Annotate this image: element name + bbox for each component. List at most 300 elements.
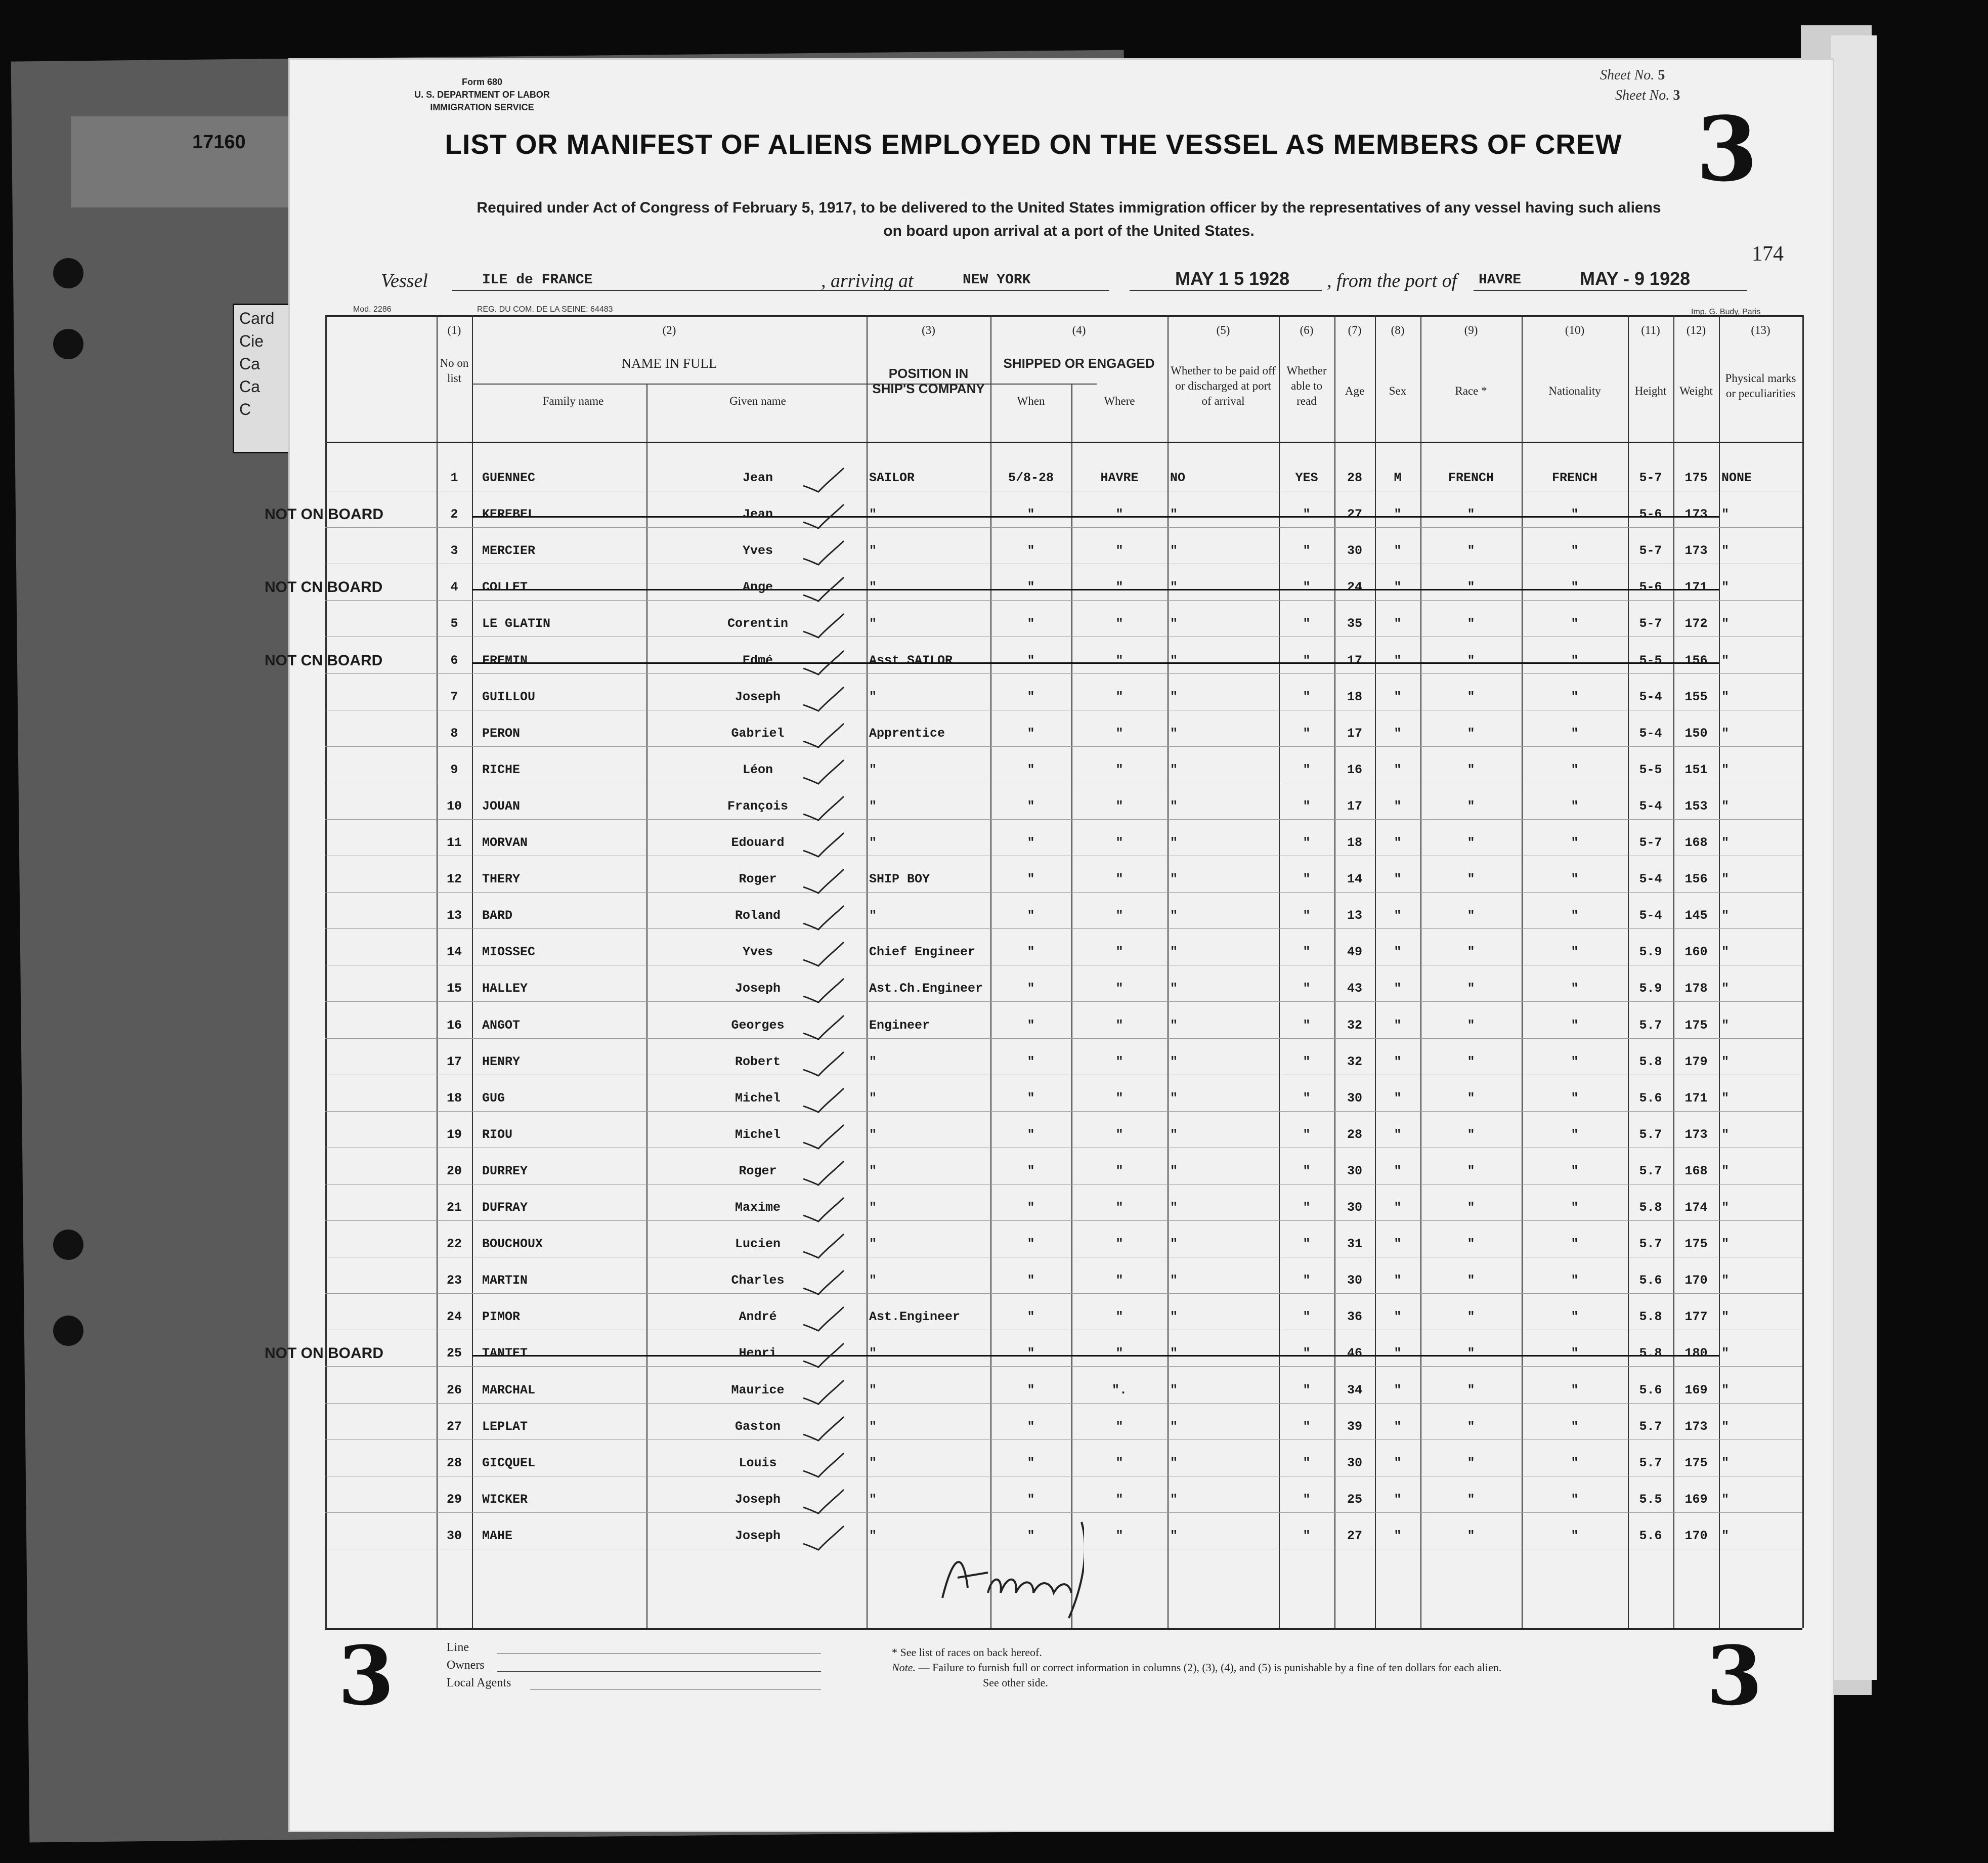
cell-family: JOUAN [482, 798, 521, 814]
col1-number: (1) [447, 324, 461, 336]
cell-where: " [1115, 1018, 1123, 1033]
cell-weight: 151 [1684, 762, 1708, 777]
col-header-where: Where [1104, 395, 1135, 407]
cell-given: Michel [734, 1127, 781, 1142]
cell-weight: 173 [1684, 507, 1708, 522]
cell-height: 5.5 [1639, 1492, 1662, 1507]
cell-when: " [1027, 798, 1035, 814]
col-header-family: Family name [542, 395, 604, 407]
cell-family: COLLET [482, 580, 528, 595]
left-tab [71, 116, 309, 207]
stub-line: Ca [239, 377, 260, 396]
cell-age: 18 [1347, 835, 1362, 850]
cell-no: 7 [450, 689, 458, 704]
cell-age: 46 [1347, 1346, 1362, 1361]
cell-weight: 179 [1684, 1054, 1708, 1069]
cell-where: " [1115, 1163, 1123, 1178]
cell-marks: " [1721, 1018, 1730, 1033]
cell-family: PERON [482, 726, 521, 741]
check-mark [801, 538, 846, 569]
cell-age: 35 [1347, 616, 1362, 631]
cell-given: Yves [742, 543, 773, 559]
cell-marks: " [1721, 835, 1730, 850]
cell-sex: " [1394, 1492, 1402, 1507]
cell-age: 27 [1347, 1528, 1362, 1543]
cell-position: " [869, 1200, 877, 1215]
cell-when: " [1027, 762, 1035, 777]
check-mark [801, 1341, 846, 1371]
cell-position: " [869, 1346, 877, 1361]
cell-when: " [1027, 1382, 1035, 1398]
col4-number: (4) [1072, 324, 1086, 336]
owners-label: Owners [447, 1659, 485, 1672]
cell-position: Chief Engineer [869, 945, 976, 960]
cell-marks: " [1721, 981, 1730, 996]
line-label: Line [447, 1641, 469, 1654]
cell-age: 49 [1347, 945, 1362, 960]
cell-no: 1 [450, 471, 458, 485]
cell-no: 21 [446, 1200, 462, 1215]
cell-weight: 175 [1684, 1237, 1708, 1252]
col3-number: (3) [922, 324, 935, 336]
cell-nationality: FRENCH [1551, 471, 1597, 485]
check-mark [801, 1414, 846, 1445]
cell-when: 5/8-28 [1008, 471, 1054, 485]
cell-family: MERCIER [482, 543, 536, 559]
cell-where: " [1115, 726, 1123, 741]
cell-race: FRENCH [1448, 471, 1494, 485]
cell-given: Jean [742, 507, 773, 522]
cell-paid: " [1170, 1455, 1178, 1470]
col8-number: (8) [1391, 324, 1405, 336]
cell-family: BOUCHOUX [482, 1237, 543, 1252]
cell-where: " [1115, 798, 1123, 814]
cell-marks: " [1721, 1382, 1730, 1398]
cell-when: " [1027, 507, 1035, 522]
cell-read: " [1303, 543, 1311, 559]
cell-sex: " [1394, 1309, 1402, 1325]
cell-position: " [869, 1273, 877, 1288]
col-header-paid: Whether to be paid off or discharged at port of arrival [1171, 364, 1276, 407]
cell-read: " [1303, 1200, 1311, 1215]
cell-when: " [1027, 653, 1035, 668]
cell-race: " [1467, 798, 1475, 814]
cell-family: RICHE [482, 762, 521, 777]
cell-no: 30 [446, 1528, 462, 1543]
race-note: * See list of races on back hereof. [892, 1646, 1042, 1659]
cell-weight: 171 [1684, 580, 1708, 595]
check-mark [801, 1523, 846, 1554]
cell-where: " [1115, 1528, 1123, 1543]
cell-where: " [1115, 1492, 1123, 1507]
cell-height: 5.8 [1639, 1309, 1662, 1325]
cell-given: Charles [731, 1273, 785, 1288]
cell-race: " [1467, 580, 1475, 595]
cell-marks: " [1721, 1237, 1730, 1252]
cell-sex: " [1394, 1455, 1402, 1470]
cell-where: " [1115, 1273, 1123, 1288]
cell-marks: " [1721, 1163, 1730, 1178]
col-header-position: POSITION IN SHIP'S COMPANY [872, 366, 985, 396]
cell-position: " [869, 616, 877, 631]
cell-nationality: " [1571, 1492, 1579, 1507]
cell-marks: " [1721, 726, 1730, 741]
cell-nationality: " [1571, 1200, 1579, 1215]
cell-read: " [1303, 908, 1311, 923]
cell-no: 13 [446, 908, 462, 923]
check-mark [801, 940, 846, 970]
cell-sex: " [1394, 1054, 1402, 1069]
not-on-board-stamp: NOT ON BOARD [265, 1345, 383, 1362]
cell-height: 5-4 [1639, 798, 1662, 814]
cell-where: HAVRE [1100, 471, 1139, 485]
cell-marks: " [1721, 689, 1730, 704]
cell-nationality: " [1571, 616, 1579, 631]
col-header-marks: Physical marks or peculiarities [1725, 372, 1796, 400]
cell-height: 5.9 [1639, 981, 1662, 996]
check-mark [801, 903, 846, 934]
cell-weight: 178 [1684, 981, 1708, 996]
cell-no: 16 [446, 1018, 462, 1033]
binder-hole [53, 258, 83, 288]
cell-position: " [869, 1492, 877, 1507]
cell-read: " [1303, 616, 1311, 631]
stub-line: C [239, 400, 251, 418]
cell-family: DURREY [482, 1163, 528, 1178]
cell-no: 20 [446, 1163, 462, 1178]
cell-read: " [1303, 872, 1311, 887]
col-header-when: When [1017, 395, 1045, 407]
cell-height: 5.7 [1639, 1455, 1662, 1470]
cell-read: " [1303, 1309, 1311, 1325]
from-port: HAVRE [1479, 272, 1522, 288]
col10-number: (10) [1565, 324, 1585, 336]
cell-read: " [1303, 798, 1311, 814]
cell-height: 5.6 [1639, 1090, 1662, 1106]
cell-weight: 168 [1684, 835, 1708, 850]
cell-when: " [1027, 1346, 1035, 1361]
check-mark [801, 1013, 846, 1043]
cell-read: " [1303, 689, 1311, 704]
check-mark [801, 757, 846, 788]
cell-given: Joseph [734, 1528, 781, 1543]
col-header-height: Height [1634, 385, 1667, 397]
cell-paid: " [1170, 872, 1178, 887]
cell-marks: " [1721, 580, 1730, 595]
cell-nationality: " [1571, 726, 1579, 741]
cell-height: 5-5 [1639, 762, 1662, 777]
cell-age: 30 [1347, 1455, 1362, 1470]
cell-when: " [1027, 616, 1035, 631]
cell-position: Asst SAILOR [869, 653, 953, 668]
cell-family: TANTET [482, 1346, 528, 1361]
registration: REG. DU COM. DE LA SEINE: 64483 [477, 305, 613, 314]
cell-age: 30 [1347, 1273, 1362, 1288]
cell-given: Joseph [734, 689, 781, 704]
cell-family: RIOU [482, 1127, 513, 1142]
cell-where: " [1115, 689, 1123, 704]
cell-read: " [1303, 1419, 1311, 1434]
cell-paid: " [1170, 1492, 1178, 1507]
cell-family: MARCHAL [482, 1382, 536, 1398]
cell-sex: " [1394, 689, 1402, 704]
cell-family: GICQUEL [482, 1455, 536, 1470]
cell-height: 5.9 [1639, 945, 1662, 960]
cell-marks: " [1721, 1127, 1730, 1142]
col9-number: (9) [1464, 324, 1478, 336]
cell-where: " [1115, 507, 1123, 522]
cell-marks: " [1721, 1455, 1730, 1470]
cell-where: " [1115, 1127, 1123, 1142]
cell-paid: " [1170, 835, 1178, 850]
cell-paid: " [1170, 689, 1178, 704]
cell-paid: " [1170, 543, 1178, 559]
cell-weight: 175 [1684, 471, 1708, 485]
col-header-weight: Weight [1679, 385, 1713, 397]
cell-family: GUG [482, 1090, 505, 1106]
cell-nationality: " [1571, 872, 1579, 887]
binder-hole [53, 1316, 83, 1346]
cell-paid: " [1170, 981, 1178, 996]
col5-number: (5) [1216, 324, 1230, 336]
cell-race: " [1467, 1346, 1475, 1361]
cell-sex: " [1394, 1237, 1402, 1252]
cell-when: " [1027, 1419, 1035, 1434]
cell-where: " [1115, 616, 1123, 631]
cell-family: GUILLOU [482, 689, 536, 704]
cell-no: 10 [446, 798, 462, 814]
cell-sex: " [1394, 835, 1402, 850]
cell-position: Ast.Engineer [869, 1309, 961, 1325]
cell-read: " [1303, 1455, 1311, 1470]
cell-family: HALLEY [482, 981, 528, 996]
cell-position: Engineer [869, 1018, 930, 1033]
cell-weight: 171 [1684, 1090, 1708, 1106]
cell-sex: " [1394, 1200, 1402, 1215]
cell-sex: " [1394, 726, 1402, 741]
cell-age: 24 [1347, 580, 1362, 595]
cell-position: " [869, 798, 877, 814]
check-mark [801, 976, 846, 1006]
cell-height: 5-6 [1639, 507, 1662, 522]
cell-given: Louis [739, 1455, 777, 1470]
check-mark [801, 721, 846, 751]
cell-weight: 156 [1684, 872, 1708, 887]
cell-height: 5-7 [1639, 616, 1662, 631]
col-header-given: Given name [729, 395, 786, 407]
cell-paid: " [1170, 1237, 1178, 1252]
cell-height: 5-4 [1639, 726, 1662, 741]
col-header-shipped: SHIPPED OR ENGAGED [1003, 356, 1155, 371]
cell-nationality: " [1571, 798, 1579, 814]
cell-age: 30 [1347, 1090, 1362, 1106]
cell-height: 5.7 [1639, 1419, 1662, 1434]
check-mark [801, 685, 846, 715]
cell-no: 6 [450, 653, 458, 668]
cell-when: " [1027, 689, 1035, 704]
cell-paid: " [1170, 1163, 1178, 1178]
cell-given: Joseph [734, 981, 781, 996]
cell-position: " [869, 1163, 877, 1178]
check-mark [801, 575, 846, 605]
cell-sex: " [1394, 945, 1402, 960]
cell-race: " [1467, 1528, 1475, 1543]
col6-number: (6) [1300, 324, 1314, 336]
cell-position: SAILOR [869, 471, 915, 485]
cell-read: " [1303, 1090, 1311, 1106]
cell-height: 5.7 [1639, 1237, 1662, 1252]
cell-when: " [1027, 1018, 1035, 1033]
cell-age: 17 [1347, 798, 1362, 814]
requirement-text: Required under Act of Congress of February 5, 1917, to be delivered to the United States immigration officer by the representatives of any vessel having such aliens on board upon arrival at a port of the United States. [477, 199, 1661, 239]
arriving-port: NEW YORK [963, 272, 1031, 288]
cell-age: 27 [1347, 507, 1362, 522]
cell-marks: " [1721, 762, 1730, 777]
not-on-board-stamp: NOT CN BOARD [265, 579, 383, 596]
cell-paid: " [1170, 1018, 1178, 1033]
note-text: Note. — Failure to furnish full or correct information in columns (2), (3), (4), and (5) is punishable by a fine of ten dollars for each alien. [892, 1661, 1502, 1674]
cell-when: " [1027, 872, 1035, 887]
cell-when: " [1027, 1528, 1035, 1543]
col-header-read: Whether able to read [1286, 364, 1327, 407]
cell-family: KEREBEL [482, 507, 536, 522]
cell-where: " [1115, 653, 1123, 668]
cell-position: Ast.Ch.Engineer [869, 981, 983, 996]
cell-age: 30 [1347, 1163, 1362, 1178]
cell-no: 3 [450, 543, 458, 559]
cell-when: " [1027, 726, 1035, 741]
cell-age: 13 [1347, 908, 1362, 923]
cell-where: " [1115, 1200, 1123, 1215]
col-header-sex: Sex [1389, 385, 1407, 397]
check-mark [801, 1159, 846, 1189]
cell-given: Robert [734, 1054, 781, 1069]
cell-race: " [1467, 762, 1475, 777]
cell-family: MIOSSEC [482, 945, 536, 960]
cell-given: André [739, 1309, 777, 1325]
cell-where: ". [1111, 1382, 1127, 1398]
cell-height: 5.6 [1639, 1528, 1662, 1543]
cell-race: " [1467, 1492, 1475, 1507]
col-header-no: No on list [440, 357, 469, 385]
cell-family: ANGOT [482, 1018, 521, 1033]
cell-when: " [1027, 945, 1035, 960]
col12-number: (12) [1686, 324, 1706, 336]
col-header-age: Age [1345, 385, 1365, 397]
sheet-number-2: Sheet No. 3 [1615, 88, 1680, 103]
cell-nationality: " [1571, 1054, 1579, 1069]
check-mark [801, 1487, 846, 1517]
cell-given: Roger [739, 872, 777, 887]
cell-position: " [869, 1090, 877, 1106]
cell-position: Apprentice [869, 726, 945, 741]
cell-nationality: " [1571, 543, 1579, 559]
binder-hole [53, 1230, 83, 1260]
cell-race: " [1467, 835, 1475, 850]
cell-sex: " [1394, 798, 1402, 814]
cell-nationality: " [1571, 1237, 1579, 1252]
check-mark [801, 502, 846, 532]
cell-nationality: " [1571, 689, 1579, 704]
cell-given: Maurice [731, 1382, 785, 1398]
cell-given: Henri [739, 1346, 777, 1361]
cell-race: " [1467, 616, 1475, 631]
cell-family: GUENNEC [482, 471, 536, 485]
cell-no: 11 [446, 835, 462, 850]
cell-race: " [1467, 653, 1475, 668]
cell-race: " [1467, 689, 1475, 704]
cell-age: 17 [1347, 726, 1362, 741]
cell-family: DUFRAY [482, 1200, 528, 1215]
cell-weight: 153 [1684, 798, 1708, 814]
cell-race: " [1467, 543, 1475, 559]
cell-marks: " [1721, 798, 1730, 814]
cell-given: Corentin [727, 616, 789, 631]
cell-sex: " [1394, 1127, 1402, 1142]
strike-through [472, 1355, 1719, 1357]
cell-nationality: " [1571, 835, 1579, 850]
cell-nationality: " [1571, 653, 1579, 668]
cell-marks: " [1721, 1419, 1730, 1434]
col-header-race: Race * [1455, 385, 1487, 397]
col11-number: (11) [1641, 324, 1660, 336]
cell-read: " [1303, 1127, 1311, 1142]
cell-read: " [1303, 1054, 1311, 1069]
cell-paid: " [1170, 616, 1178, 631]
cell-read: " [1303, 1163, 1311, 1178]
col13-number: (13) [1751, 324, 1770, 336]
cell-given: Léon [742, 762, 773, 777]
cell-age: 43 [1347, 981, 1362, 996]
cell-race: " [1467, 1455, 1475, 1470]
cell-position: " [869, 507, 877, 522]
check-mark [801, 867, 846, 897]
cell-race: " [1467, 1419, 1475, 1434]
cell-read: " [1303, 981, 1311, 996]
cell-age: 16 [1347, 762, 1362, 777]
cell-sex: " [1394, 616, 1402, 631]
cell-paid: " [1170, 1309, 1178, 1325]
cell-when: " [1027, 1492, 1035, 1507]
mod-number: Mod. 2286 [353, 305, 392, 314]
cell-where: " [1115, 835, 1123, 850]
cell-age: 34 [1347, 1382, 1362, 1398]
cell-no: 23 [446, 1273, 462, 1288]
from-label: , from the port of [1327, 270, 1457, 291]
cell-no: 15 [446, 981, 462, 996]
cell-paid: " [1170, 1346, 1178, 1361]
cell-sex: " [1394, 872, 1402, 887]
cell-weight: 168 [1684, 1163, 1708, 1178]
check-mark [801, 1049, 846, 1080]
cell-weight: 170 [1684, 1273, 1708, 1288]
cell-family: PIMOR [482, 1309, 521, 1325]
check-mark [801, 830, 846, 861]
cell-read: " [1303, 1492, 1311, 1507]
cell-age: 39 [1347, 1419, 1362, 1434]
cell-age: 18 [1347, 689, 1362, 704]
cell-paid: " [1170, 726, 1178, 741]
cell-family: FREMIN [482, 653, 528, 668]
cell-height: 5-4 [1639, 872, 1662, 887]
arrival-date-stamp: MAY 1 5 1928 [1175, 268, 1290, 289]
cell-read: " [1303, 580, 1311, 595]
cell-sex: " [1394, 543, 1402, 559]
cell-weight: 180 [1684, 1346, 1708, 1361]
local-agents-label: Local Agents [447, 1676, 511, 1689]
cell-where: " [1115, 1054, 1123, 1069]
cell-sex: " [1394, 908, 1402, 923]
